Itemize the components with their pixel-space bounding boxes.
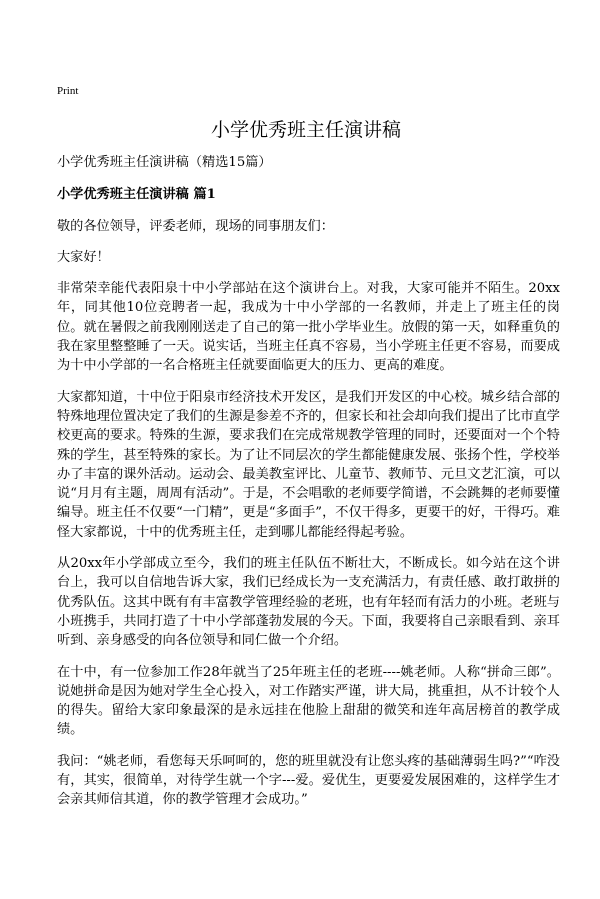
paragraph-school-context: 大家都知道，十中位于阳泉市经济技术开发区，是我们开发区的中心校。城乡结合部的特殊地理位置决定了我们的生源是参差不齐的，但家长和社会却向我们提出了比市直学校更高的要求。特殊的生源，要求我们在完成常规教学管理的同时，还要面对一个个特殊的学生，甚至特殊的家长。为了让不同层次的学生都能健康发展、张扬个性，学校举办了丰富的课外活动。运动会、最美教室评比、儿童节、教师节、元旦文艺汇演，可以说“月月有主题，周周有活动”。于是，不会唱歌的老师要学简谱，不会跳舞的老师要懂编导。班主任不仅要“一门精”，更是“多面手”，不仅干得多，更要干的好，干得巧。难怪大家都说，十中的优秀班主任，走到哪儿都能经得起考验。 (57, 389, 560, 540)
paragraph-team-growth: 从20xx年小学部成立至今，我们的班主任队伍不断壮大，不断成长。如今站在这个讲台上，我可以自信地告诉大家，我们已经成长为一支充满活力，有责任感、敢打敢拼的优秀队伍。这其中既有有丰富教学管理经验的老班，也有年轻而有活力的小班。老班与小班携手，共同打造了十中小学部蓬勃发展的今天。下面，我要将自己亲眼看到、亲耳听到、亲身感受的向各位领导和同仁做一个介绍。 (57, 556, 560, 649)
paragraph-teacher-yao: 在十中，有一位参加工作28年就当了25年班主任的老班----姚老师。人称“拼命三郎”。说她拼命是因为她对学生全心投入，对工作踏实严谨，讲大局，挑重担，从不计较个人的得失。留给大家印象最深的是永远挂在他脸上甜甜的微笑和连年高居榜首的教学成绩。 (57, 664, 560, 738)
paragraph-hello: 大家好！ (57, 249, 110, 265)
paragraph-introduction: 非常荣幸能代表阳泉十中小学部站在这个演讲台上。对我，大家可能并不陌生。20xx年，同其他10位竞聘者一起，我成为十中小学部的一名教师，并走上了班主任的岗位。就在暑假之前我刚刚送走了自己的第一批小学毕业生。放假的第一天，如释重负的我在家里整整睡了一天。说实话，当班主任真不容易，当小学班主任更不容易，而要成为十中小学部的一名合格班主任就要面临更大的压力、更高的难度。 (57, 281, 560, 374)
print-label: Print (57, 85, 79, 97)
document-subtitle: 小学优秀班主任演讲稿（精选15篇） (57, 155, 272, 170)
paragraph-greeting: 敬的各位领导，评委老师，现场的同事朋友们： (57, 218, 334, 234)
document-title: 小学优秀班主任演讲稿 (210, 119, 401, 141)
paragraph-interview: 我问：“姚老师，看您每天乐呵呵的，您的班里就没有让您头疼的基础薄弱生吗?”“咋没有，其实，很简单，对待学生就一个字---爱。爱优生，更要爱发展困难的，这样学生才会亲其师信其道，你的教学管理才会成功。” (57, 753, 560, 808)
document-body (57, 153, 560, 822)
section-heading: 小学优秀班主任演讲稿 篇1 (57, 187, 216, 203)
